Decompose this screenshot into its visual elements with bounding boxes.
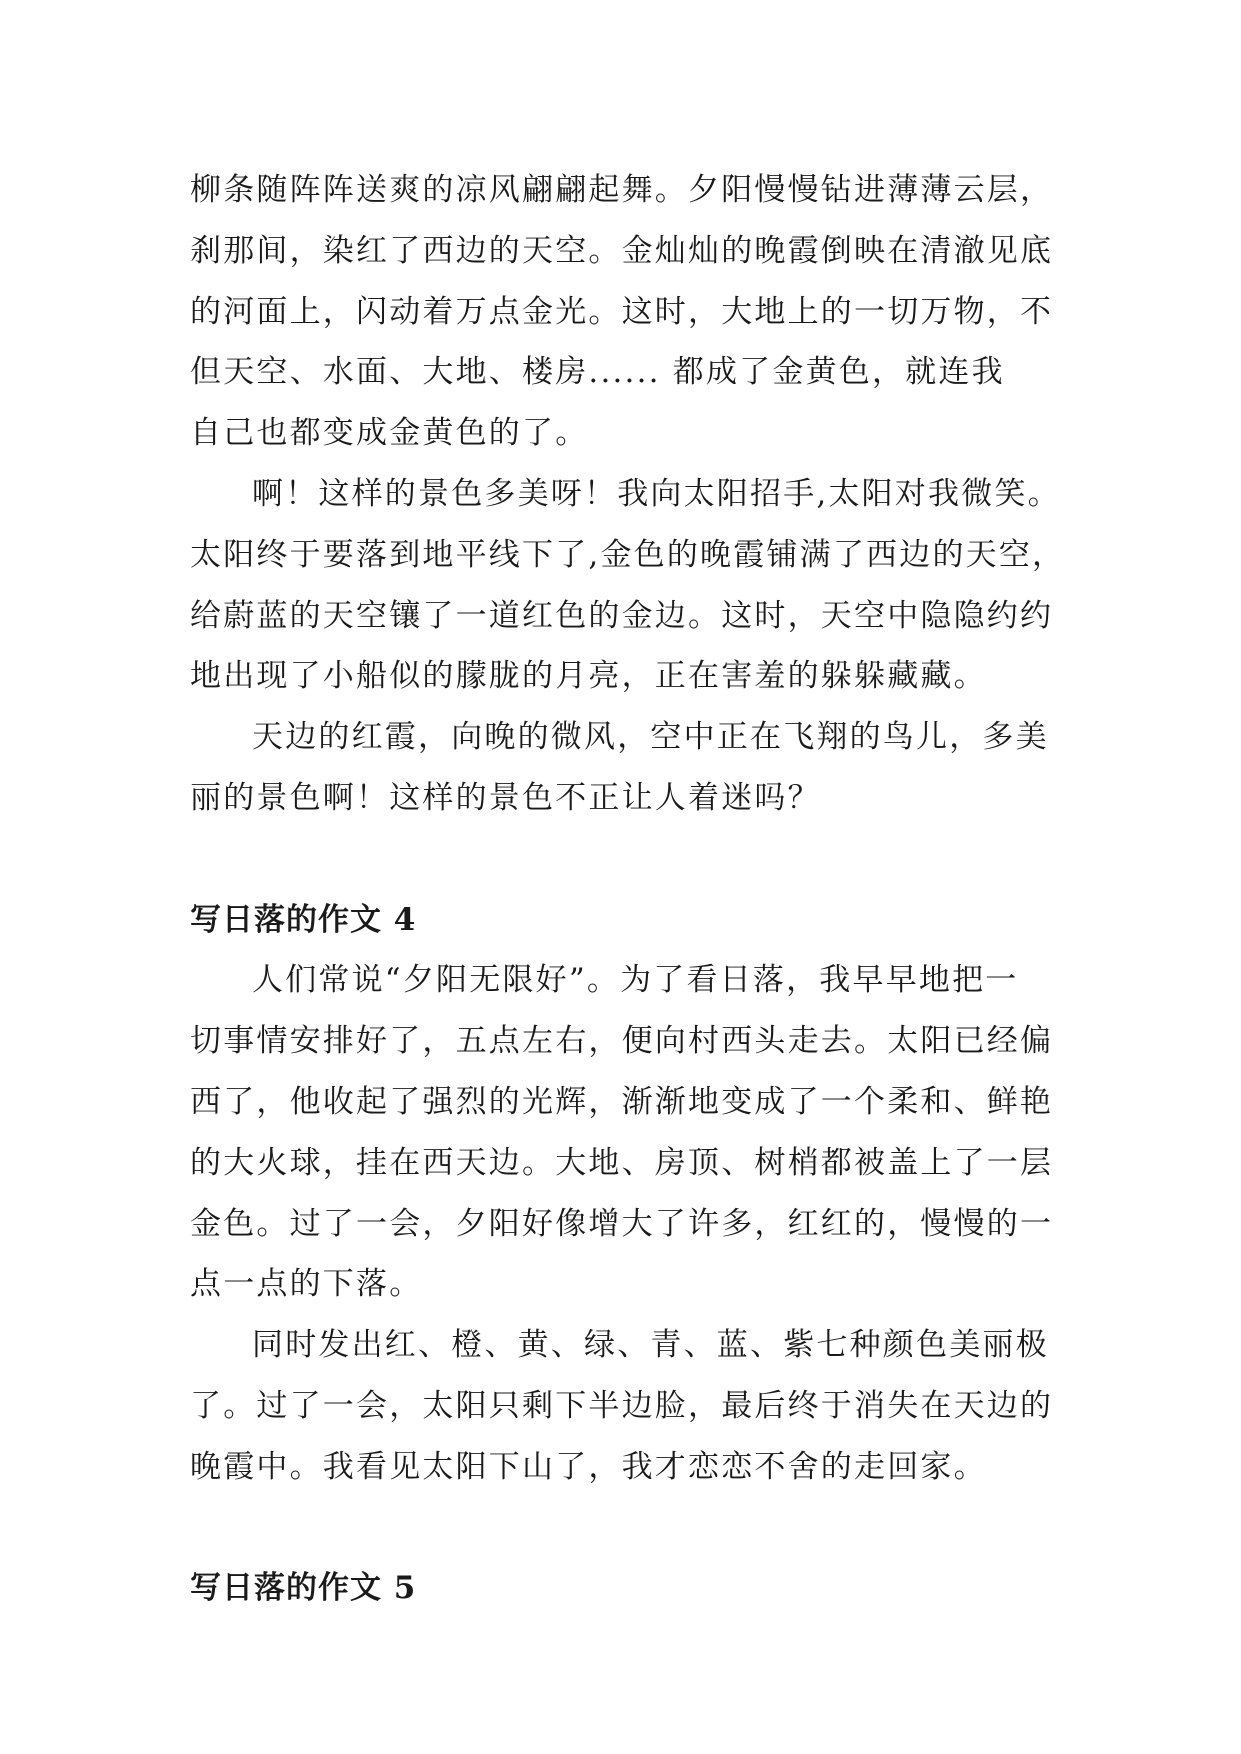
section-heading-5: 写日落的作文 5 [190,1570,417,1607]
text-line: 丽的景色啊！这样的景色不正让人着迷吗？ [190,779,821,816]
paragraph-3 [190,707,1060,829]
text-line: 啊！这样的景色多美呀！我向太阳招手,太阳对我微笑。 [252,475,1061,512]
paragraph-1 [190,160,1060,464]
text-line: 给蔚蓝的天空镶了一道红色的金边。这时，天空中隐隐约约 [190,597,1054,634]
text-line: 金色。过了一会，夕阳好像增大了许多，红红的，慢慢的一 [190,1205,1054,1242]
text-line: 的河面上，闪动着万点金光。这时，大地上的一切万物，不 [190,293,1054,330]
text-line: 晚霞中。我看见太阳下山了，我才恋恋不舍的走回家。 [190,1448,987,1485]
text-line: 天边的红霞，向晚的微风，空中正在飞翔的鸟儿，多美 [252,719,1049,756]
text-line: 但天空、水面、大地、楼房...... 都成了金黄色，就连我 [190,354,1005,391]
blank-line [190,1498,1060,1559]
document-body [190,160,1066,1619]
text-line: 西了，他收起了强烈的光辉，渐渐地变成了一个柔和、鲜艳 [190,1083,1054,1120]
text-line: 的大火球，挂在西天边。大地、房顶、树梢都被盖上了一层 [190,1144,1054,1181]
text-line: 点一点的下落。 [190,1266,423,1303]
text-line: 同时发出红、橙、黄、绿、青、蓝、紫七种颜色美丽极 [252,1327,1049,1364]
text-line: 柳条随阵阵送爽的凉风翩翩起舞。夕阳慢慢钻进薄薄云层， [190,172,1054,208]
text-line: 了。过了一会，太阳只剩下半边脸，最后终于消失在天边的 [190,1387,1054,1424]
section-heading-4: 写日落的作文 4 [190,901,417,938]
text-line: 地出现了小船似的朦胧的月亮，正在害羞的躲躲藏藏。 [190,658,987,695]
text-line: 太阳终于要落到地平线下了,金色的晚霞铺满了西边的天空， [190,536,1066,573]
blank-line [190,829,1060,890]
paragraph-2 [190,464,1066,707]
text-line: 刹那间，染红了西边的天空。金灿灿的晚霞倒映在清澈见底 [190,232,1054,269]
text-line: 人们常说“夕阳无限好”。为了看日落，我早早地把一 [252,962,1019,999]
text-line: 自己也都变成金黄色的了。 [190,415,589,452]
paragraph-5 [190,1315,1060,1497]
text-line: 切事情安排好了，五点左右，便向村西头走去。太阳已经偏 [190,1023,1054,1060]
paragraph-4 [190,950,1060,1315]
